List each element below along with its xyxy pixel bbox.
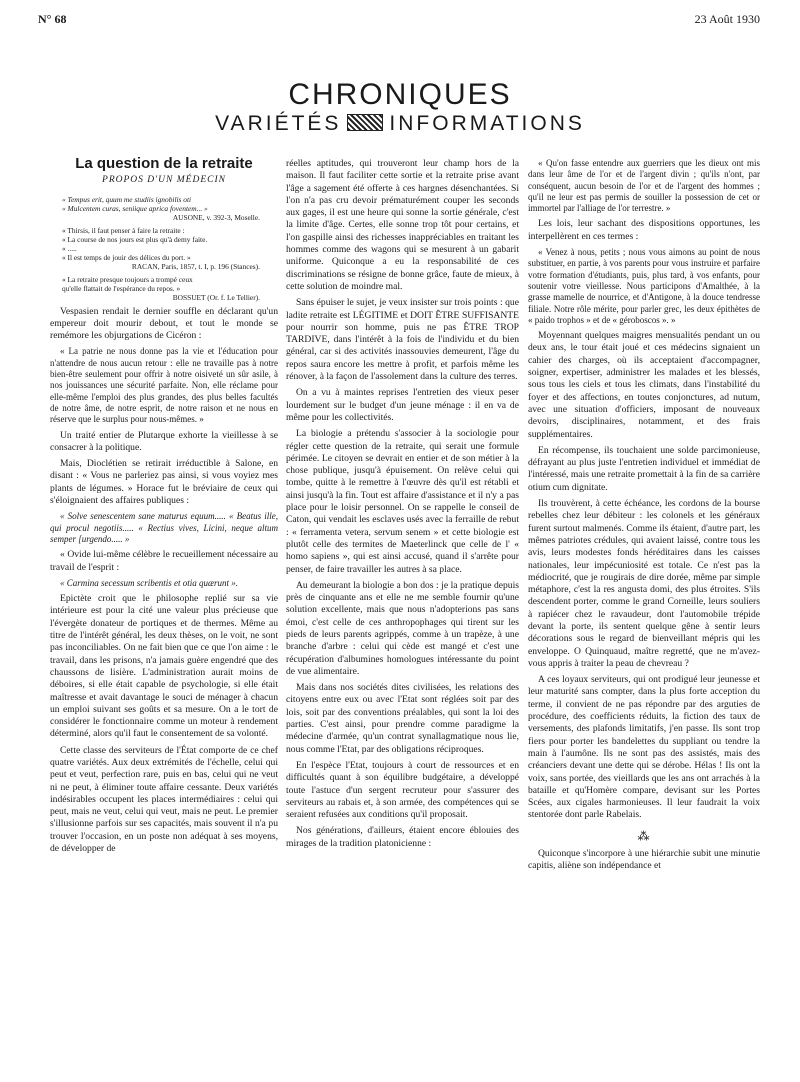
epigraph-line: « ..... — [62, 243, 77, 253]
epigraph-line: « Thirsis, il faut penser à faire la retraite : — [62, 225, 185, 235]
paragraph: « Ovide lui-même célèbre le recueillement nécessaire au travail de l'esprit : — [50, 549, 278, 573]
latin-quote: « Carmina secessum scribentis et otia quærunt ». — [60, 577, 238, 588]
epigraph-2 — [62, 226, 278, 271]
paragraph: On a vu à maintes reprises l'entretien des vieux peser lourdement sur le budget d'un jeune ménage : il en va de même pour les collectivités. — [286, 387, 519, 423]
masthead-subtitle — [0, 112, 800, 136]
column-3 — [528, 158, 760, 877]
quote-paragraph: « Venez à nous, petits ; nous vous aimons au point de nous substituer, en partie, à vos parents pour vous instruire et parfaire votre formation d'étudiants, puis, plus tard, à vos enfants, pour soutenir votre vieillesse. Nous participons d'Amalthée, à la grasse mamelle de nourrice, et d'Antigone, à la douce tendresse filiale. Notre rôle mérite, pour parler grec, les deux épithètes de « paido trophos » et de « géroboscos ». » — [528, 247, 760, 325]
paragraph: En l'espèce l'Etat, toujours à court de ressources et en difficultés quant à son équilibre budgétaire, a développé toute l'astuce d'un sergent recruteur pour s'assurer des serviteurs au rabais et, à son armée, des compétences qui se seraient refusées aux conditions qu'il proposait. — [286, 759, 519, 821]
epigraph-3 — [62, 275, 278, 302]
epigraph-1 — [62, 195, 278, 222]
epigraph-line: « Tempus erit, quum me studiis ignobilis oti — [62, 194, 192, 204]
paragraph: La biologie a prétendu s'associer à la sociologie pour régler cette question de la retraite, qui serait une formule périmée. Le citoyen se devrait en entier et de son métier à la chose publique, jusqu'à épuisement. On relève celui qui tombe, quitte à le remettre à l'œuvre dès qu'il est rétabli et ainsi jusqu'à la fin. Tout est affaire d'assistance et il n'y a pas place pour le loisir personnel. On se rappelle le conseil de Caton, qui vendait les esclaves usés avec la ferraille de rebut : « ferramenta vetera, servum senem » et cette biologie est plutôt celle des termites de Maeterlinck que celle de l' « homo sapiens », qui est ainsi accusé, quand il s'arrête pour penser, de faire travailler les autres à sa place. — [286, 428, 519, 575]
paragraph: Les lois, leur sachant des dispositions opportunes, les interpellèrent en ces termes : — [528, 218, 760, 242]
paragraph: réelles aptitudes, qui trouveront leur champ hors de la maison. Il faut faciliter cette sortie et la retraite prise avant l'âge a sagement été offerte à ces hargnes désenchantées. Si l'on n'a pas cru devoir prématurément couper les seconds aux gages, il est une heure qui sonne la sortie générale, c'est la limite d'âge. Certes, elle sonne trop tôt pour certains, et l'on gaspille ainsi des richesses inappréciables en traitant les hommes comme des wagons qui se mesurent à un gabarit uniforme. Quiconque a eu la responsabilité de ces discriminations se résigne de bonne grâce, faute de mieux, à cette solution de moindre mal. — [286, 158, 519, 292]
article-subtitle: PROPOS D'UN MÉDECIN — [102, 175, 226, 186]
column-2 — [286, 158, 519, 854]
ornament-icon — [347, 114, 383, 131]
article-title: La question de la retraite — [75, 155, 253, 172]
paragraph: Cette classe des serviteurs de l'État comporte de ce chef quatre variétés. Aux deux extrémités de l'échelle, celui qui peut et veut, perfection rare, puis en bas, celui qui ne veut ni ne peut, à éliminer toute affaire cessante. Deux variétés indésirables occupent les places intermédiaires : celui qui peut, mais ne veut, celui qui veut, mais ne peut. Le premier s'illusionne parfois sur ses capacités, mais souvent il n'a pu trouver l'occasion, en un poste non adéquat à ses moyens, de développer de — [50, 744, 278, 855]
section-separator: ⁂ — [637, 828, 651, 843]
paragraph: Sans épuiser le sujet, je veux insister sur trois points : que ladite retraite est LÉGITIME et DOIT ÊTRE SUFFISANTE pour nourrir son homme, puis ne pas ÊTRE TROP TARDIVE, dans l'intérêt à la fois de l'individu et du bien général, car si des activités inassouvies demeurent, l'âge du repos saura encore les mettre à profit, et parfois même les rénover, à la façon de l'assolement dans la culture des terres. — [286, 297, 519, 383]
paragraph: Ils trouvèrent, à cette échéance, les cordons de la bourse rebelles chez leur débiteur : les colonels et les généraux furent surtout malmenés. Comme ils étaient, d'autre part, les mêmes patriotes crédules, qui avaient laissé, contre tous les avis, leurs modestes fonds héréditaires dans les caisses nationales, leur impécuniosité est totale. Ce n'est pas la médiocrité, que je rougirais de dire dorée, même par simple métaphore, c'est la res angusta domi, des plus étroites. S'ils descendent porter, comme le grand Corneille, leurs souliers à rapiécer chez le ravaudeur, dont l'automobile trépide devant la porte, ils sentent quelque gêne à sentir leurs décorations sous le regard de bienveillant mépris qui les enveloppe. O Quinquaud, maître regretté, que ne m'avez-vous appris à traiter la peau de chevreau ? — [528, 498, 760, 669]
epigraph-line: qu'elle flattait de l'espérance du repos. » — [62, 283, 181, 293]
paragraph: En récompense, ils touchaient une solde parcimonieuse, défrayant au plus juste l'entretien individuel et immédiat de l'intéressé, mais une retraite promettait à la fin de sa carrière otium cum dignitate. — [528, 444, 760, 493]
epigraph-source: AUSONE, v. 392-3, Moselle. — [172, 212, 260, 222]
issue-number: N° 68 — [38, 12, 67, 26]
epigraph-line: « La course de nos jours est plus qu'à demy faite. — [62, 234, 208, 244]
paragraph: Nos générations, d'ailleurs, étaient encore éblouies des mirages de la tradition platonicienne : — [286, 825, 519, 849]
paragraph: Mais dans nos sociétés dites civilisées, les relations des citoyens entre eux ou avec l'Etat sont réglées soit par des lois, soit par des conventions préalables, qui sont la loi des parties. C'est ainsi, pour prendre comme paradigme la médecine d'armée, qu'un contrat synallagmatique nous lie, nous comme l'Etat, par des obligations réciproques. — [286, 682, 519, 755]
epigraph-source: RACAN, Paris, 1857, t. I, p. 196 (Stances). — [131, 261, 260, 271]
masthead-left: VARIÉTÉS — [215, 112, 342, 135]
latin-quote: « Solve senescentem sane maturus equum..... « Beatus ille, qui procul negotiis..... « Rectius vives, Licini, neque altum semper [urgendo..... » — [50, 511, 278, 544]
quote-paragraph: « Qu'on fasse entendre aux guerriers que les dieux ont mis dans leur âme de l'or et de l'argent divin ; qu'ils n'ont, par conséquent, aucun besoin de l'or et de l'argent des hommes ; qu'il ne leur est pas permis de souiller la possession de cet or immortel par l'alliage de l'or terrestre. » — [528, 158, 760, 214]
paragraph: Vespasien rendait le dernier souffle en déclarant qu'un empereur doit mourir debout, et tout le monde se remémore les objurgations de Cicéron : — [50, 305, 278, 342]
issue-date: 23 Août 1930 — [694, 12, 760, 26]
epigraph-line: « La retraite presque toujours a trompé ceux — [62, 274, 193, 284]
paragraph: Moyennant quelques maigres mensualités pendant un ou deux ans, le tour était joué et ces médecins signaient un cahier des charges, où ils acceptaient d'accompagner, soigner, expertiser, administrer les malades et les blessés, sous tous les ciels et tous les climats, dans l'instabilité du foyer et des affections, en toutes conjonctures, ad nutum, avec une situation d'officiers, imposant de nouveaux devoirs, disciplinaires, notamment, et des frais supplémentaires. — [528, 330, 760, 440]
epigraph-source: BOSSUET (Or. f. Le Tellier). — [172, 292, 260, 302]
paragraph: Au demeurant la biologie a bon dos : je la pratique depuis près de cinquante ans et elle ne me semble fournir qu'une solution excellente, mais que nous n'adopterions pas sans émoi, c'est celle de ces anthropophages qui tirent sur les pieds de leurs parents agrippés, comme à un trapèze, à une branche d'arbre : celui qui cède est mangé et c'est une récupération d'albumines homologues intéressante du point de vue alimentaire. — [286, 579, 519, 677]
column-1 — [50, 155, 278, 859]
quote-paragraph: « La patrie ne nous donne pas la vie et l'éducation pour n'attendre de nous aucun retour : elle ne travaille pas à notre bien-être seulement pour offrir à notre oisiveté un sûr asile, à nos jouissances une sécurité parfaite. Non, elle réclame pour elle-même l'emploi des plus grandes, des plus belles facultés de notre âme, de notre esprit, de notre raison et ne nous en réserve que le surplus pour nous-mêmes. » — [50, 346, 278, 425]
paragraph: Epictète croit que le philosophe replié sur sa vie intérieure est pour la cité une valeur plus précieuse que l'évergète donateur de portiques et de thermes. Même au titre de l'intérêt général, les deux thèses, on le voit, ne sont pas inconciliables. On ne fait bien que ce que l'on aime : le travail, dans les prisons, n'a jamais guère engendré que des chaussons de lisière. L'administration aurait moins de déboires, si elle était capable de psychologie, si elle était maîtresse et avait davantage le souci de ménager à chacun un emploi suivant ses goûts et sa mesure. On a le tort de considérer le fonctionnaire comme un moteur à rendement déterminé, alors qu'il faut le consentement de sa volonté. — [50, 593, 278, 740]
paragraph: Un traité entier de Plutarque exhorte la vieillesse à se consacrer à la politique. — [50, 429, 278, 453]
epigraph-line: « Mulcentem curas, seniique aprica foventem... » — [62, 203, 208, 213]
paragraph: A ces loyaux serviteurs, qui ont prodigué leur jeunesse et leur maturité sans compter, dans la plus forte acception du terme, il convient de ne pas répondre par des arguties de procédure, des coefficients réduits, la fiction des taux de versements, des plafonds limitatifs, j'en passe. Ils sont trop fiers pour porter les bandelettes du suppliant ou tendre la main à l'aumône. Ils ne sont pas des assistés, mais des créanciers devant une dette qui se dérobe. Hélas ! Ils ont la voix, sans portée, des vieillards que les ans ont arrachés à la bataille et qu'Homère compare, devisant sur les Portes Scées, aux cigales harmonieuses. Il leur faudrait la voix stentorée dont parle Rabelais. — [528, 674, 760, 821]
masthead-right: INFORMATIONS — [389, 112, 585, 135]
paragraph: Mais, Dioclétien se retirait irréductible à Salone, en disant : « Vous ne parleriez pas ainsi, si vous voyiez mes plants de légumes. » Horace fut le bréviaire de ceux qui s'éloignaient des affaires publiques : — [50, 458, 278, 507]
masthead-title: CHRONIQUES — [288, 78, 512, 111]
epigraph-line: « Il est temps de jouir des délices du port. » — [62, 252, 191, 262]
paragraph: Quiconque s'incorpore à une hiérarchie subit une minutie capitis, aliène son indépendance et — [528, 848, 760, 872]
